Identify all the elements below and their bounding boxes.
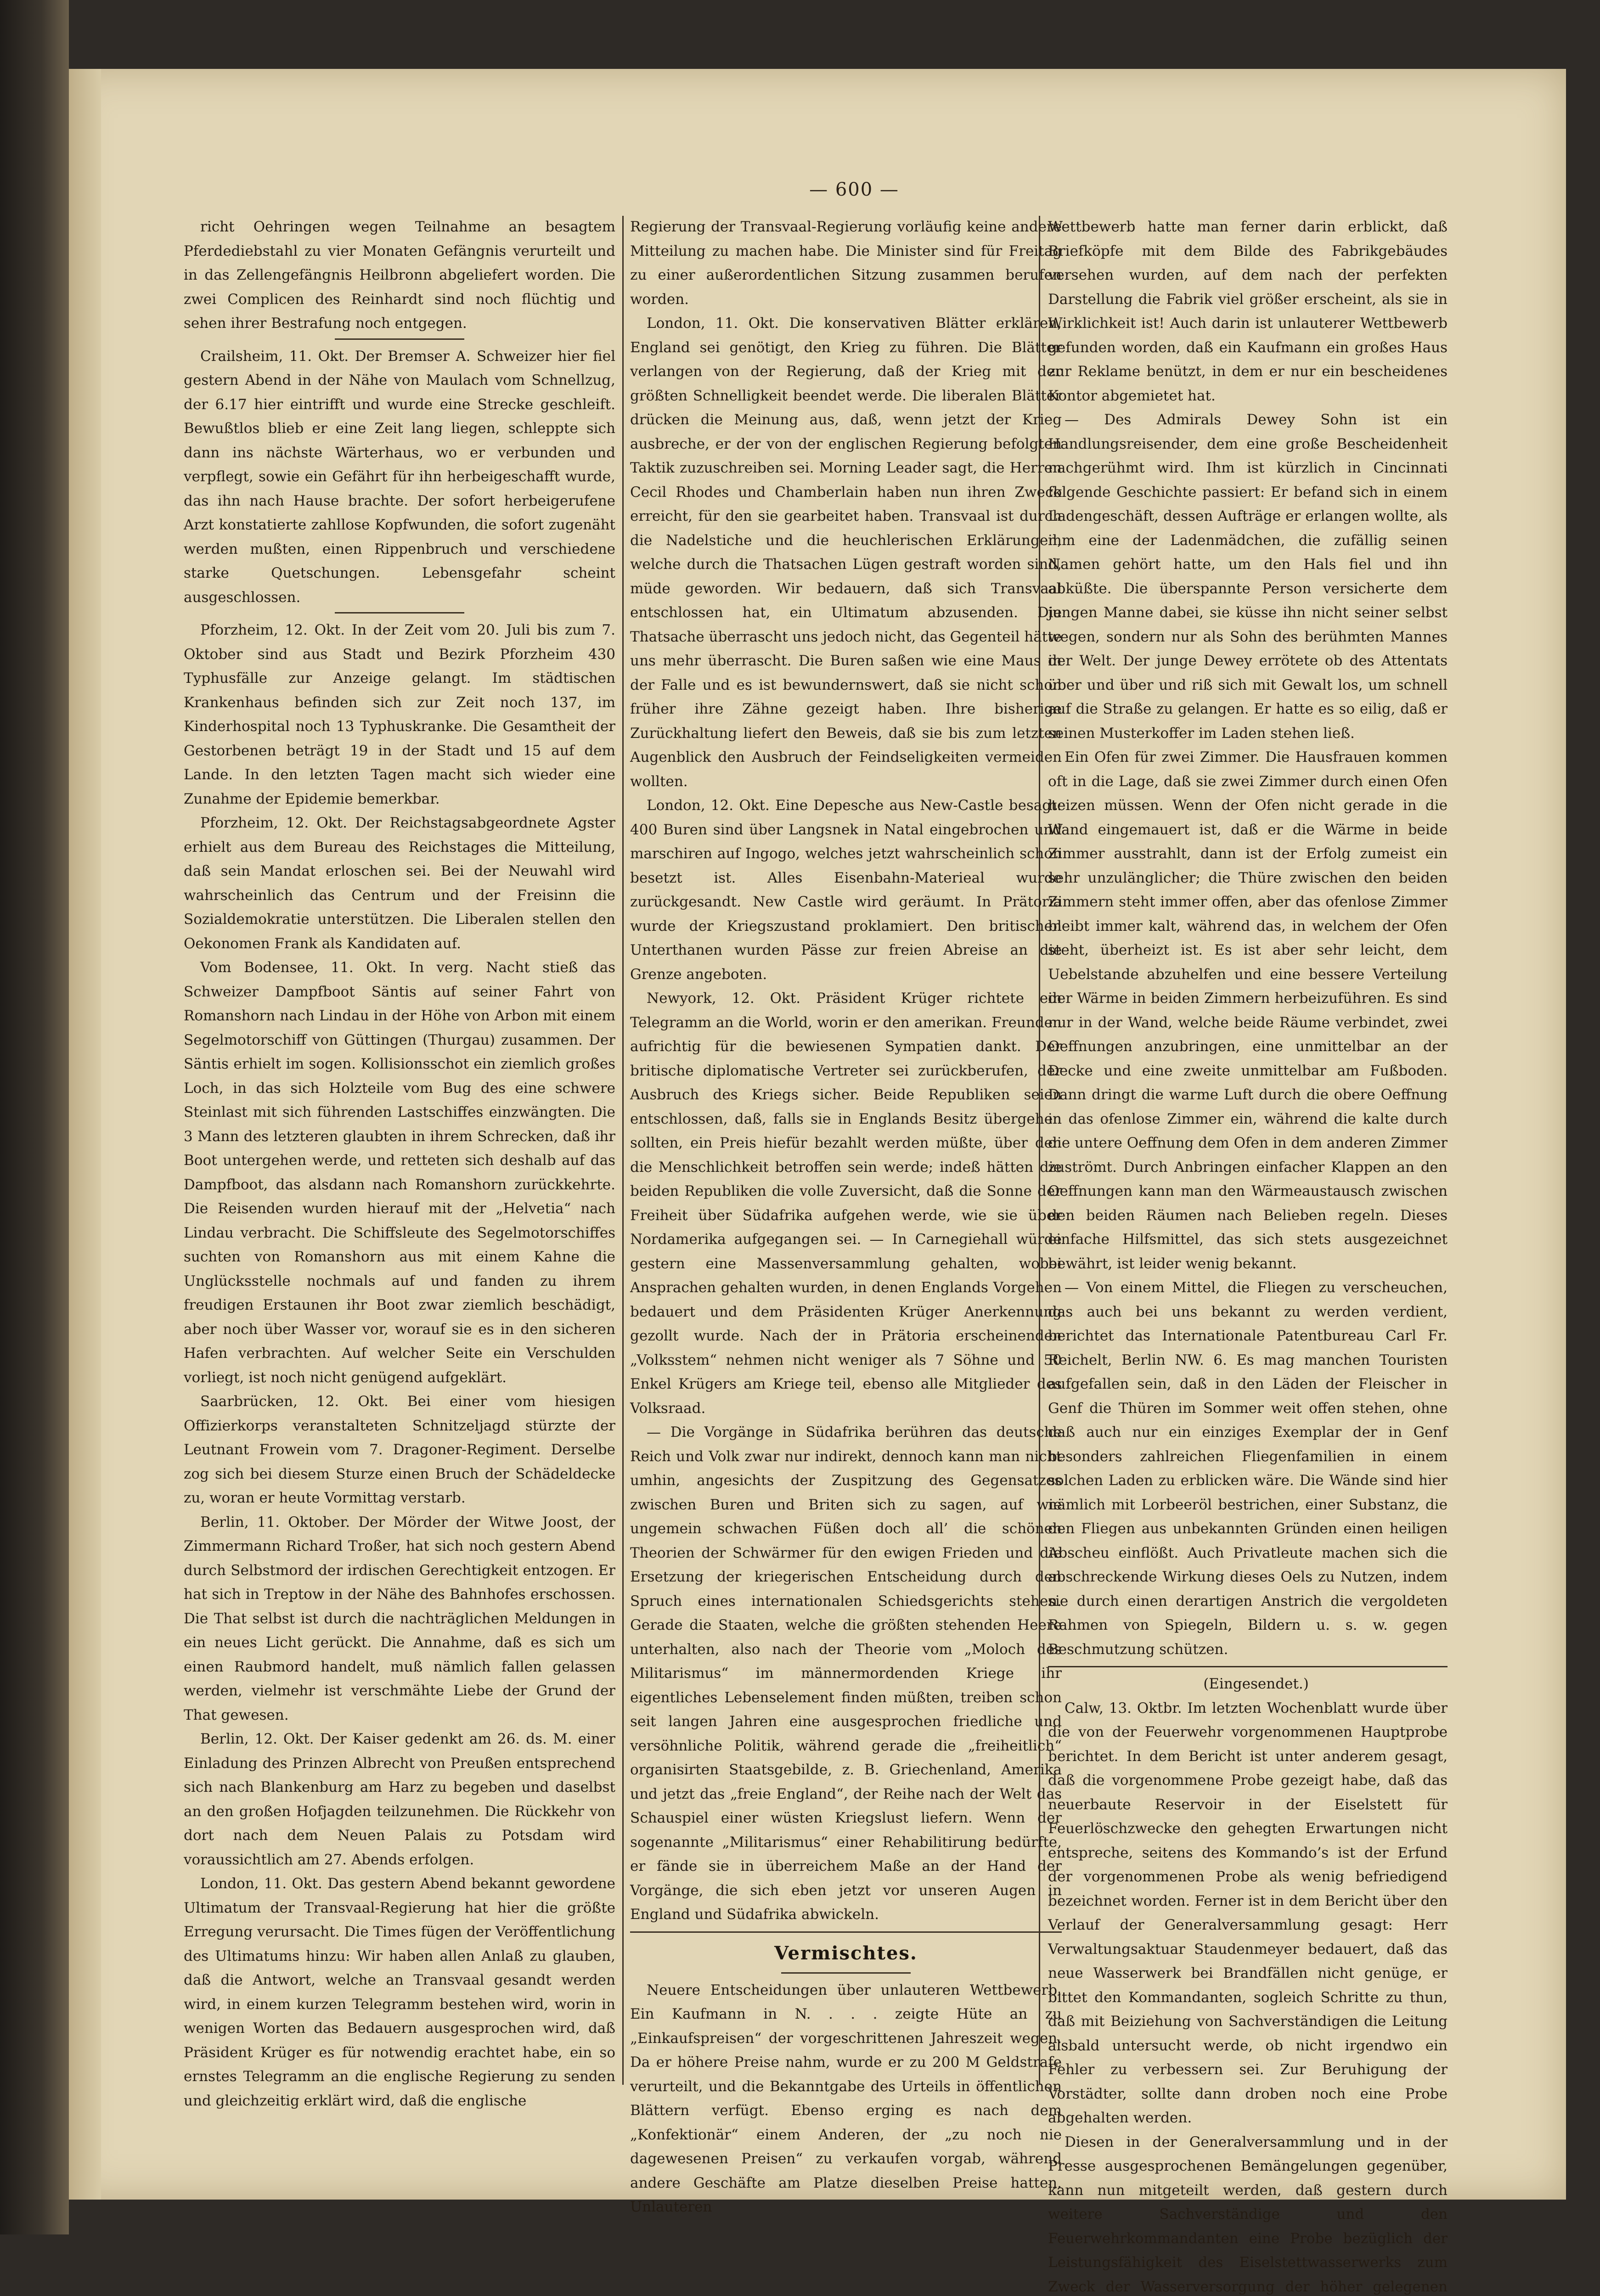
book-spine-edge xyxy=(0,0,69,2234)
article-berlin-joost: Berlin, 11. Oktober. Der Mörder der Witwe Joost, der Zimmermann Richard Troßer, hat sich noch gestern Abend durch Selbstmord der irdischen Gerechtigkeit entzogen. Er hat sich in Treptow in der Nähe des Bahnhofes erschossen. Die That selbst ist durch die nachträglichen Meldungen in ein neues Licht gerückt. Die Annahme, daß es sich um einen Raubmord handelt, muß nämlich fallen gelassen werden, vielmehr ist verschmähte Liebe der Grund der That gewesen. xyxy=(184,1510,615,1728)
article-pforzheim-typhus: Pforzheim, 12. Okt. In der Zeit vom 20. Juli bis zum 7. Oktober sind aus Stadt und Bezirk Pforzheim 430 Typhusfälle zur Anzeige gelangt. Im städtischen Krankenhaus befinden sich zur Zeit noch 137, im Kinderhospital noch 13 Typhuskranke. Die Gesamtheit der Gestorbenen beträgt 19 in der Stadt und 15 auf dem Lande. In den letzten Tagen macht sich wieder eine Zunahme der Epidemie bemerkbar. xyxy=(184,618,615,811)
article-newyork-krueger: Newyork, 12. Okt. Präsident Krüger richtete ein Telegramm an die World, worin er den amerikan. Freunden aufrichtig für die bewiesenen Sympatien dankt. Der britische diplomatische Vertreter sei zurückberufen, der Ausbruch des Kriegs sicher. Beide Republiken seien entschlossen, daß, falls sie in Englands Besitz übergehen sollten, ein Preis hiefür bezahlt werden müßte, über den die Menschlichkeit betroffen sein werde; indeß hätten die beiden Republiken die volle Zuversicht, daß die Sonne der Freiheit über Südafrika aufgehen werde, wie sie über Nordamerika aufgegangen sei. — In Carnegiehall würde gestern eine Massenversammlung gehalten, wobei Ansprachen gehalten wurden, in denen Englands Vorgehen bedauert und dem Präsidenten Krüger Anerkennung gezollt wurde. Nach der in Prätoria erscheinenden „Volksstem“ nehmen nicht weniger als 7 Söhne und 50 Enkel Krügers am Kriege teil, ebenso alle Mitglieder des Volksraad. xyxy=(630,986,1062,1420)
article-calw-cont: Diesen in der Generalversammlung und in der Presse ausgesprochenen Bemängelungen gegenüber, kann nun mitgeteilt werden, daß gestern durch weitere Sachverständige und den Feuerwehrkommandanten eine Probe bezüglich der Leistungsfähigkeit des Eiselstettwasserwerks zum Zweck der Wasserversorgung der höher gelegenen xyxy=(1048,2130,1448,2296)
article-pforzheim-mandat: Pforzheim, 12. Okt. Der Reichstagsabgeordnete Agster erhielt aus dem Bureau des Reichstages die Mitteilung, daß sein Mandat erloschen sei. Bei der Neuwahl wird wahrscheinlich das Centrum und der Freisinn die Sozialdemokratie unterstützen. Die Liberalen stellen den Oekonomen Frank als Kandidaten auf. xyxy=(184,811,615,956)
column-2 xyxy=(630,215,1062,2088)
page-number: — 600 — xyxy=(735,179,974,200)
article-crailsheim: Crailsheim, 11. Okt. Der Bremser A. Schweizer hier fiel gestern Abend in der Nähe von Maulach vom Schnellzug, der 6.17 hier eintrifft und wurde eine Strecke geschleift. Bewußtlos blieb er eine Zeit lang liegen, schleppte sich dann ins nächste Wärterhaus, wo er verbunden und verpflegt, sowie ein Gefährt für ihn herbeigeschafft wurde, das ihn nach Hause brachte. Der sofort herbeigerufene Arzt konstatierte zahllose Kopfwunden, die sofort zugenäht werden mußten, einen Rippenbruch und verschiedene starke Quetschungen. Lebensgefahr scheint ausgeschlossen. xyxy=(184,344,615,610)
article-oehringen-end: richt Oehringen wegen Teilnahme an besagtem Pferdediebstahl zu vier Monaten Gefängnis verurteilt und in das Zellengefängnis Heilbronn abgeliefert worden. Die zwei Complicen des Reinhardt sind noch flüchtig und sehen ihrer Bestrafung noch entgegen. xyxy=(184,215,615,336)
article-london-ultimatum-cont: Regierung der Transvaal-Regierung vorläufig keine andere Mitteilung zu machen habe. Die Minister sind für Freitag zu einer außerordentlichen Sitzung zusammen berufen worden. xyxy=(630,215,1062,311)
page-gutter-shadow xyxy=(69,69,101,2200)
column-divider-left xyxy=(622,216,624,2085)
eingesendet-label: (Eingesendet.) xyxy=(1048,1672,1448,1696)
article-wettbewerb: Neuere Entscheidungen über unlauteren Wettbewerb. Ein Kaufmann in N. . . . zeigte Hüte an zu „Einkaufspreisen“ der vorgeschrittenen Jahreszeit wegen. Da er höhere Preise nahm, wurde er zu 200 M Geldstrafe verurteilt, und die Bekanntgabe des Urteils in öffentlichen Blättern verfügt. Ebenso erging es nach dem „Konfektionär“ einem Anderen, der „zu noch nie dagewesenen Preisen“ zu verkaufen vorgab, während andere Geschäfte am Platze dieselben Preise hatten. Unlauteren xyxy=(630,1978,1062,2219)
article-london-ultimatum: London, 11. Okt. Das gestern Abend bekannt gewordene Ultimatum der Transvaal-Regierung hat hier die größte Erregung verursacht. Die Times fügen der Veröffentlichung des Ultimatums hinzu: Wir haben allen Anlaß zu glauben, daß die Antwort, welche an Transvaal gesandt werden wird, in einem kurzen Telegramm bestehen wird, worin in wenigen Worten das Bedauern ausgesprochen wird, daß Präsident Krüger es für notwendig erachtet habe, ein so ernstes Telegramm an die englische Regierung zu senden und gleichzeitig erklärt wird, daß die englische xyxy=(184,1872,615,2113)
article-suedafrika: — Die Vorgänge in Südafrika berühren das deutsche Reich und Volk zwar nur indirekt, dennoch kann man nicht umhin, angesichts der Zuspitzung des Gegensatzes zwischen Buren und Briten sich zu sagen, auf wie ungemein schwachen Füßen doch all’ die schönen Theorien der Schwärmer für den ewigen Frieden und die Ersetzung der kriegerischen Entscheidung durch den Spruch eines internationalen Schiedsgerichts stehen. Gerade die Staaten, welche die größten stehenden Heere unterhalten, also nach der Theorie vom „Moloch des Militarismus“ im männermordenden Kriege ihr eigentliches Lebenselement finden müßten, treiben schon seit langen Jahren eine ausgesprochen friedliche und versöhnliche Politik, während gerade die „freiheitlich“ organisirten Staatsgebilde, z. B. Griechenland, Amerika und jetzt das „freie England“, der Reihe nach der Welt das Schauspiel einer wüsten Kriegslust liefern. Wenn der sogenannte „Militarismus“ einer Rehabilitirung bedürfte, er fände sie in überreichem Maße an der Hand der Vorgänge, die sich eben jetzt vor unseren Augen in England und Südafrika abwickeln. xyxy=(630,1420,1062,1927)
column-3 xyxy=(1048,215,1448,2088)
column-1 xyxy=(184,215,615,2088)
article-calw: Calw, 13. Oktbr. Im letzten Wochenblatt wurde über die von der Feuerwehr vorgenommenen Hauptprobe berichtet. In dem Bericht ist unter anderem gesagt, daß die vorgenommene Probe gezeigt habe, daß das neuerbaute Reservoir in der Eiselstett für Feuerlöschzwecke den gehegten Erwartungen nicht entspreche, seitens des Kommando’s ist der Erfund der vorgenommenen Probe als wenig befriedigend bezeichnet worden. Ferner ist in dem Bericht über den Verlauf der Generalversammlung gesagt: Herr Verwaltungsaktuar Staudenmeyer bedauert, daß das neue Wasserwerk bei Brandfällen nicht genüge, er bittet den Kommandanten, sogleich Schritte zu thun, daß mit Beiziehung von Sachverständigen die Leitung alsbald untersucht werde, ob nicht irgendwo ein Fehler zu verbessern sei. Zur Beruhigung der Vorstädter, sollte dann droben noch eine Probe abgehalten werden. xyxy=(1048,1696,1448,2130)
article-fliegen: — Von einem Mittel, die Fliegen zu verscheuchen, das auch bei uns bekannt zu werden verdient, berichtet das Internationale Patentbureau Carl Fr. Reichelt, Berlin NW. 6. Es mag manchen Touristen aufgefallen sein, daß in den Läden der Fleischer in Genf die Thüren im Sommer weit offen stehen, ohne daß auch nur ein einziges Exemplar der in Genf besonders zahlreichen Fliegenfamilien in einem solchen Laden zu erblicken wäre. Die Wände sind hier nämlich mit Lorbeeröl bestrichen, einer Substanz, die den Fliegen aus unbekannten Gründen einen heiligen Abscheu einflößt. Auch Privatleute machen sich die abschreckende Wirkung dieses Oels zu Nutzen, indem sie durch einen derartigen Anstrich die vergoldeten Rahmen von Spiegeln, Bildern u. s. w. gegen Beschmutzung schützen. xyxy=(1048,1276,1448,1661)
section-heading-vermischtes: Vermischtes. xyxy=(630,1937,1062,1970)
article-london-newcastle: London, 12. Okt. Eine Depesche aus New-Castle besagt: 400 Buren sind über Langsnek in Natal eingebrochen und marschiren auf Ingogo, welches jetzt wahrscheinlich schon besetzt ist. Alles Eisenbahn-Materieal wurde zurückgesandt. New Castle wird geräumt. In Prätoria wurde der Kriegszustand proklamiert. Den britischen Unterthanen wurden Pässe zur freien Abreise an die Grenze angeboten. xyxy=(630,793,1062,986)
article-berlin-kaiser: Berlin, 12. Okt. Der Kaiser gedenkt am 26. ds. M. einer Einladung des Prinzen Albrecht von Preußen entsprechend sich nach Blankenburg am Harz zu begeben und daselbst an den großen Hofjagden teilzunehmen. Die Rückkehr von dort nach dem Neuen Palais zu Potsdam wird voraussichtlich am 27. Abends erfolgen. xyxy=(184,1727,615,1872)
article-ofen: Ein Ofen für zwei Zimmer. Die Hausfrauen kommen oft in die Lage, daß sie zwei Zimmer durch einen Ofen heizen müssen. Wenn der Ofen nicht gerade in die Wand eingemauert ist, daß er die Wärme in beide Zimmer ausstrahlt, dann ist der Erfolg zumeist ein sehr unzulänglicher; die Thüre zwischen den beiden Zimmern steht immer offen, aber das ofenlose Zimmer bleibt immer kalt, während das, in welchem der Ofen steht, überheizt ist. Es ist aber sehr leicht, dem Uebelstande abzuhelfen und eine bessere Verteilung der Wärme in beiden Zimmern herbeizuführen. Es sind nur in der Wand, welche beide Räume verbindet, zwei Oeffnungen anzubringen, eine unmittelbar an der Decke und eine zweite unmittelbar am Fußboden. Dann dringt die warme Luft durch die obere Oeffnung in das ofenlose Zimmer ein, während die kalte durch die untere Oeffnung dem Ofen in dem anderen Zimmer zuströmt. Durch Anbringen einfacher Klappen an den Oeffnungen kann man den Wärmeaustausch zwischen den beiden Räumen nach Belieben regeln. Dieses einfache Hilfsmittel, das sich stets ausgezeichnet bewährt, ist leider wenig bekannt. xyxy=(1048,745,1448,1276)
section-rule xyxy=(1048,1666,1448,1667)
article-dewey: — Des Admirals Dewey Sohn ist ein Handlungsreisender, dem eine große Bescheidenheit nachgerühmt wird. Ihm ist kürzlich in Cincinnati folgende Geschichte passiert: Er befand sich in einem Ladengeschäft, dessen Aufträge er erlangen wollte, als ihm eine der Ladenmädchen, die zufällig seinen Namen gehört hatte, um den Hals fiel und ihn abküßte. Die überspannte Person versicherte dem jungen Manne dabei, sie küsse ihn nicht seiner selbst wegen, sondern nur als Sohn des berühmten Mannes der Welt. Der junge Dewey errötete ob des Attentats über und über und riß sich mit Gewalt los, um schnell auf die Straße zu gelangen. Er hatte es so eilig, daß er seinen Musterkoffer im Laden stehen ließ. xyxy=(1048,408,1448,745)
article-bodensee: Vom Bodensee, 11. Okt. In verg. Nacht stieß das Schweizer Dampfboot Säntis auf seiner Fahrt von Romanshorn nach Lindau in der Höhe von Arbon mit einem Segelmotorschiff von Güttingen (Thurgau) zusammen. Der Säntis erhielt im sogen. Kollisionsschot ein ziemlich großes Loch, in das sich Holzteile vom Bug des eine schwere Steinlast mit sich führenden Lastschiffes einzwängten. Die 3 Mann des letzteren glaubten in ihrem Schrecken, daß ihr Boot untergehen werde, und retteten sich deshalb auf das Dampfboot, das alsdann nach Romanshorn zurückkehrte. Die Reisenden wurden hierauf mit der „Helvetia“ nach Lindau verbracht. Die Schiffsleute des Segelmotorschiffes suchten von Romanshorn aus mit einem Kahne die Unglücksstelle nochmals auf und fanden zu ihrem freudigen Erstaunen ihr Boot zwar ziemlich beschädigt, aber noch über Wasser vor, worauf sie es in den sicheren Hafen verbrachten. Auf welcher Seite ein Verschulden vorliegt, ist noch nicht genügend aufgeklärt. xyxy=(184,956,615,1390)
article-london-blaetter: London, 11. Okt. Die konservativen Blätter erklären, England sei genötigt, den Krieg zu führen. Die Blätter verlangen von der Regierung, daß der Krieg mit der größten Schnelligkeit beendet werde. Die liberalen Blätter drücken die Meinung aus, daß, wenn jetzt der Krieg ausbreche, er der von der englischen Regierung befolgten Taktik zuzuschreiben sei. Morning Leader sagt, die Herren Cecil Rhodes und Chamberlain haben nun ihren Zweck erreicht, für den sie gearbeitet haben. Transvaal ist durch die Nadelstiche und die heuchlerischen Erklärungen, welche durch die Thatsachen Lügen gestraft worden sind, müde geworden. Wir bedauern, daß sich Transvaal entschlossen hat, ein Ultimatum abzusenden. Die Thatsache überrascht uns jedoch nicht, das Gegenteil hätte uns mehr überrascht. Die Buren saßen wie eine Maus in der Falle und es ist bewundernswert, daß sie nicht schon früher ihre Zähne gezeigt haben. Ihre bisherige Zurückhaltung liefert den Beweis, daß sie bis zum letzten Augenblick den Ausbruch der Feindseligkeiten vermeiden wollten. xyxy=(630,311,1062,793)
article-wettbewerb-cont: Wettbewerb hatte man ferner darin erblickt, daß Briefköpfe mit dem Bilde des Fabrikgebäudes versehen wurden, auf dem nach der perfekten Darstellung die Fabrik viel größer erscheint, als sie in Wirklichkeit ist! Auch darin ist unlauterer Wettbewerb gefunden worden, daß ein Kaufmann ein großes Haus zur Reklame benützt, in dem er nur ein bescheidenes Kontor abgemietet hat. xyxy=(1048,215,1448,408)
article-separator xyxy=(335,338,464,340)
section-rule xyxy=(630,1931,1062,1933)
article-separator xyxy=(335,612,464,613)
article-saarbruecken: Saarbrücken, 12. Okt. Bei einer vom hiesigen Offizierkorps veranstalteten Schnitzeljagd stürzte der Leutnant Frowein vom 7. Dragoner-Regiment. Derselbe zog sich bei diesem Sturze einen Bruch der Schädeldecke zu, woran er heute Vormittag verstarb. xyxy=(184,1390,615,1510)
heading-underline xyxy=(781,1972,911,1974)
